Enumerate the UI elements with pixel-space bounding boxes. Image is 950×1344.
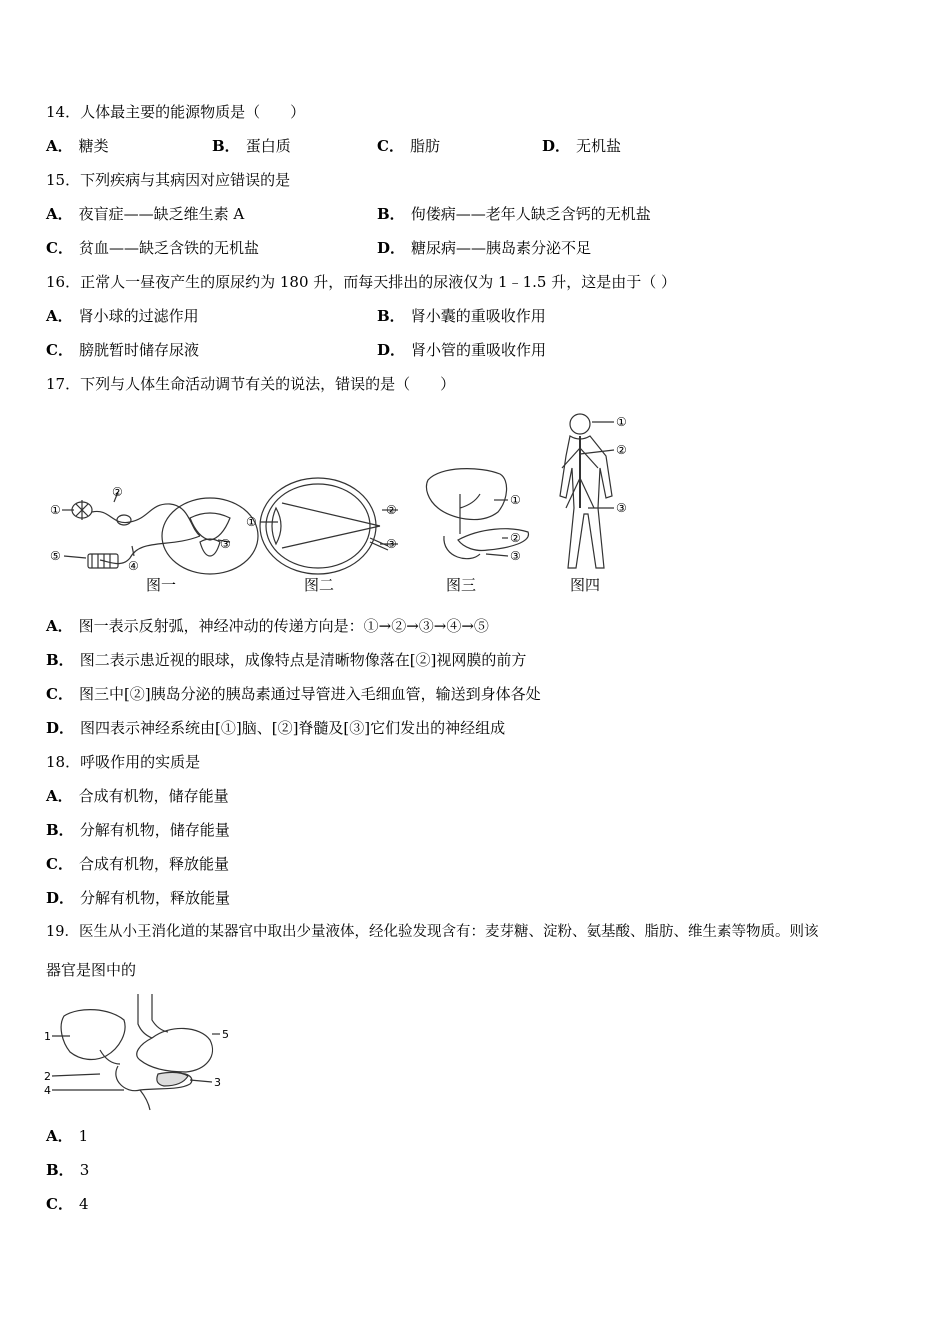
q14-option-a: A． 糖类 <box>46 137 109 155</box>
q17-option-c: C． 图三中[②]胰岛分泌的胰岛素通过导管进入毛细血管，输送到身体各处 <box>46 685 541 703</box>
q19-stem-line2: 器官是图中的 <box>46 961 137 979</box>
q19-option-b: B． 3 <box>46 1161 90 1179</box>
q16-option-b: B． 肾小囊的重吸收作用 <box>377 307 546 325</box>
fig4-mark-3: ③ <box>616 501 627 515</box>
caption-fig2: 图二 <box>304 576 335 594</box>
q14-option-d: D． 无机盐 <box>542 137 622 155</box>
q15-option-d: D． 糖尿病——胰岛素分泌不足 <box>377 239 592 257</box>
q19-mark-5: 5 <box>222 1028 229 1041</box>
caption-fig4: 图四 <box>570 576 601 594</box>
caption-fig3: 图三 <box>446 576 477 594</box>
q19-mark-4: 4 <box>44 1084 51 1097</box>
fig2-mark-1: ① <box>246 515 257 529</box>
q19-option-a: A． 1 <box>46 1127 89 1145</box>
q18-option-a: A． 合成有机物，储存能量 <box>46 787 229 805</box>
fig1-mark-1: ① <box>50 503 61 517</box>
q17-figure <box>40 408 640 600</box>
q15-stem: 15．下列疾病与其病因对应错误的是 <box>46 171 291 189</box>
q19-mark-1: 1 <box>44 1030 51 1043</box>
caption-fig1: 图一 <box>146 576 177 594</box>
fig1-mark-3: ③ <box>220 537 231 551</box>
q19-mark-2: 2 <box>44 1070 51 1083</box>
q14-option-b: B． 蛋白质 <box>212 137 291 155</box>
q15-option-a: A． 夜盲症——缺乏维生素 A <box>46 205 245 223</box>
reflex-arc-diagram <box>62 492 258 574</box>
q16-option-d: D． 肾小管的重吸收作用 <box>377 341 547 359</box>
nervous-system-diagram <box>560 414 614 568</box>
q19-option-c: C． 4 <box>46 1195 89 1213</box>
fig4-mark-1: ① <box>616 415 627 429</box>
fig2-mark-3: ③ <box>386 537 397 551</box>
q16-stem: 16．正常人一昼夜产生的原尿约为 180 升，而每天排出的尿液仅为 1﹣1.5 升，这是由于（ ） <box>46 273 676 291</box>
liver-pancreas-diagram <box>426 469 528 559</box>
q14-option-c: C． 脂肪 <box>377 137 440 155</box>
q17-option-b: B． 图二表示患近视的眼球，成像特点是清晰物像落在[②]视网膜的前方 <box>46 651 527 669</box>
q18-option-b: B． 分解有机物，储存能量 <box>46 821 230 839</box>
fig3-mark-1: ① <box>510 493 521 507</box>
fig3-mark-2: ② <box>510 531 521 545</box>
fig4-mark-2: ② <box>616 443 627 457</box>
q19-stem-line1: 19．医生从小王消化道的某器官中取出少量液体，经化验发现含有：麦芽糖、淀粉、氨基酸、脂肪、维生素等物质。则该 <box>46 924 819 940</box>
q15-option-b: B． 佝偻病——老年人缺乏含钙的无机盐 <box>377 205 651 223</box>
q18-option-d: D． 分解有机物，释放能量 <box>46 889 231 907</box>
fig1-mark-2: ② <box>112 485 123 499</box>
q14-stem: 14．人体最主要的能源物质是（ ） <box>46 103 306 121</box>
q17-option-d: D． 图四表示神经系统由[①]脑、[②]脊髓及[③]它们发出的神经组成 <box>46 719 506 737</box>
q19-mark-3: 3 <box>214 1076 221 1089</box>
q16-option-a: A． 肾小球的过滤作用 <box>46 307 199 325</box>
q17-option-a: A． 图一表示反射弧，神经冲动的传递方向是：①→②→③→④→⑤ <box>46 617 489 635</box>
fig1-mark-4: ④ <box>128 559 139 573</box>
q18-stem: 18．呼吸作用的实质是 <box>46 753 201 771</box>
q15-option-c: C． 贫血——缺乏含铁的无机盐 <box>46 239 259 257</box>
fig2-mark-2: ② <box>386 503 397 517</box>
fig3-mark-3: ③ <box>510 549 521 563</box>
q16-option-c: C． 膀胱暂时储存尿液 <box>46 341 199 359</box>
q17-stem: 17．下列与人体生命活动调节有关的说法，错误的是（ ） <box>46 375 456 393</box>
fig1-mark-5: ⑤ <box>50 549 61 563</box>
eyeball-diagram <box>260 478 398 574</box>
q18-option-c: C． 合成有机物，释放能量 <box>46 855 229 873</box>
q19-digestive-figure <box>40 990 240 1114</box>
